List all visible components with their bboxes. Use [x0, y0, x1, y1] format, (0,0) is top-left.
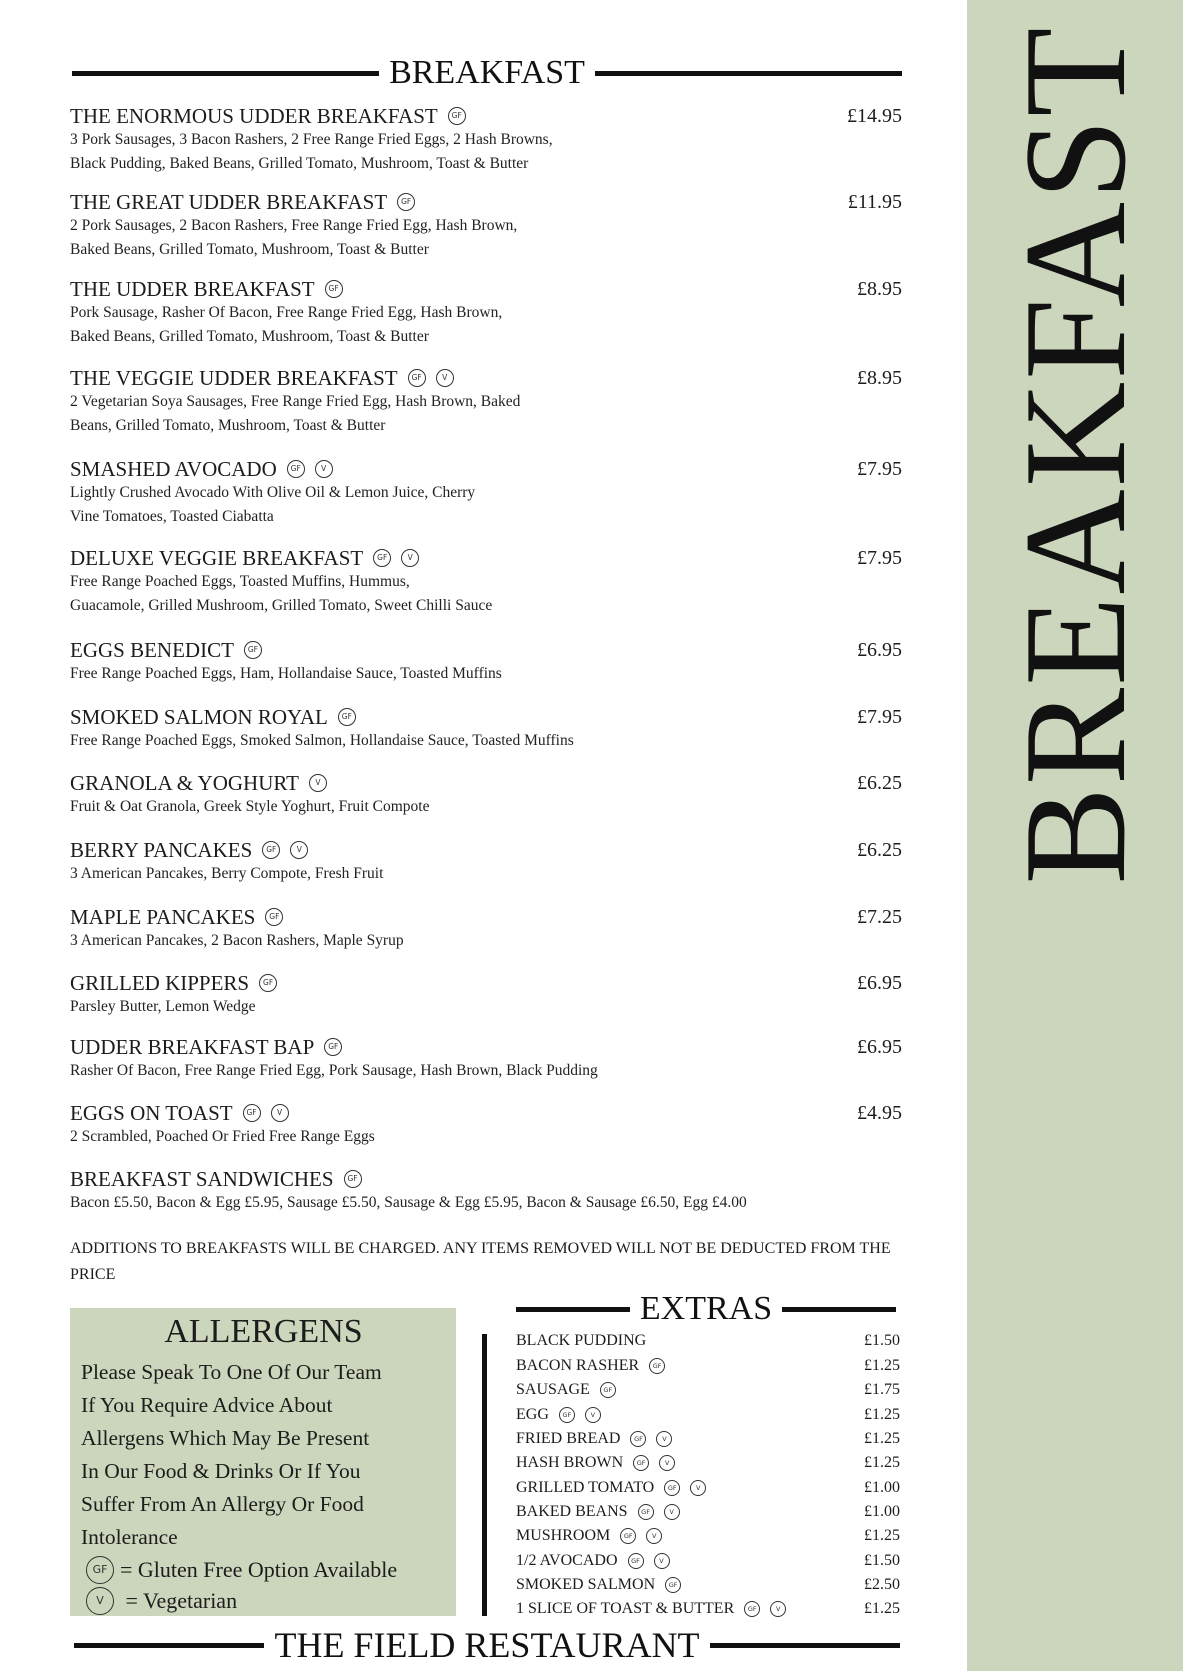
side-title: BREAKFAST	[994, 25, 1156, 885]
extra-item	[516, 1574, 900, 1596]
gluten-free-icon: GF	[244, 641, 262, 659]
extra-item-price: £1.75	[864, 1381, 900, 1398]
menu-item-price: £8.95	[857, 367, 902, 389]
menu-item-header	[70, 366, 902, 390]
menu-item-description: 3 American Pancakes, 2 Bacon Rashers, Maple Syrup	[70, 932, 404, 949]
extras-title: EXTRAS	[639, 1290, 773, 1327]
extra-item	[516, 1598, 900, 1620]
menu-item-name: DELUXE VEGGIE BREAKFAST	[70, 546, 364, 570]
menu-item	[70, 971, 902, 1019]
extra-item	[516, 1330, 900, 1352]
extra-item-price: £1.25	[864, 1600, 900, 1617]
vegetarian-icon: V	[315, 460, 333, 478]
menu-item-header	[70, 971, 902, 995]
allergens-line: Suffer From An Allergy Or Food	[81, 1492, 364, 1516]
menu-item	[70, 546, 902, 618]
menu-item-header	[70, 638, 902, 662]
menu-item-name: MAPLE PANCAKES	[70, 905, 256, 929]
allergens-box	[70, 1308, 456, 1616]
heading-rule-left	[72, 71, 379, 76]
extra-item	[516, 1428, 900, 1450]
menu-item-description: Vine Tomatoes, Toasted Ciabatta	[70, 508, 274, 525]
menu-item-description: Fruit & Oat Granola, Greek Style Yoghurt, Fruit Compote	[70, 798, 430, 815]
menu-item	[70, 771, 902, 819]
menu-item-name: SMASHED AVOCADO	[70, 457, 277, 481]
gluten-free-icon: GF	[633, 1455, 649, 1471]
menu-item-price: £4.95	[857, 1102, 902, 1124]
extra-item-name: SAUSAGE	[516, 1381, 590, 1398]
extra-item-price: £1.00	[864, 1503, 900, 1520]
extra-item-name: EGG	[516, 1406, 549, 1423]
menu-item	[70, 277, 902, 349]
extra-item-price: £1.00	[864, 1479, 900, 1496]
extra-item-name: MUSHROOM	[516, 1527, 611, 1544]
menu-item-description: 3 American Pancakes, Berry Compote, Fresh Fruit	[70, 865, 384, 882]
menu-item	[70, 457, 902, 529]
menu-item-header	[70, 457, 902, 481]
menu-item-price: £7.95	[857, 458, 902, 480]
extra-item-header	[516, 1355, 665, 1377]
legend-gluten-free	[81, 1554, 446, 1585]
menu-item-price: £6.25	[857, 839, 902, 861]
menu-item-header	[70, 705, 902, 729]
gluten-free-icon: GF	[344, 1170, 362, 1188]
menu-item-price: £6.95	[857, 639, 902, 661]
allergens-line: If You Require Advice About	[81, 1393, 333, 1417]
extra-item-header	[516, 1452, 675, 1474]
legend-vegetarian	[81, 1585, 446, 1616]
menu-item	[70, 190, 902, 262]
gluten-free-icon: GF	[408, 369, 426, 387]
extra-item-name: GRILLED TOMATO	[516, 1479, 655, 1496]
breakfast-heading	[72, 54, 902, 92]
menu-item	[70, 638, 902, 686]
extra-item-name: BAKED BEANS	[516, 1503, 628, 1520]
additions-note: ADDITIONS TO BREAKFASTS WILL BE CHARGED. ANY ITEMS REMOVED WILL NOT BE DEDUCTED FROM THE PRICE	[70, 1240, 891, 1283]
gluten-free-icon: GF	[600, 1382, 616, 1398]
menu-item-description: 2 Pork Sausages, 2 Bacon Rashers, Free Range Fried Egg, Hash Brown,	[70, 217, 518, 234]
gluten-free-icon: GF	[559, 1407, 575, 1423]
vegetarian-icon: V	[86, 1587, 114, 1615]
menu-item-description: Free Range Poached Eggs, Ham, Hollandaise Sauce, Toasted Muffins	[70, 665, 502, 682]
menu-item-header	[70, 838, 902, 862]
menu-item-header	[70, 1167, 902, 1191]
vegetarian-icon: V	[646, 1528, 662, 1544]
gluten-free-icon: GF	[664, 1480, 680, 1496]
extra-item-header	[516, 1574, 681, 1596]
gluten-free-icon: GF	[638, 1504, 654, 1520]
allergens-line: Please Speak To One Of Our Team	[81, 1360, 382, 1384]
menu-item-header	[70, 104, 902, 128]
menu-item-description: Lightly Crushed Avocado With Olive Oil & Lemon Juice, Cherry	[70, 484, 476, 501]
extra-item	[516, 1355, 900, 1377]
menu-item-name: GRANOLA & YOGHURT	[70, 771, 299, 795]
menu-item-name: THE GREAT UDDER BREAKFAST	[70, 190, 388, 214]
gluten-free-icon: GF	[397, 193, 415, 211]
menu-item-price: £7.25	[857, 906, 902, 928]
gluten-free-icon: GF	[259, 974, 277, 992]
vegetarian-icon: V	[656, 1431, 672, 1447]
menu-item	[70, 905, 902, 953]
extra-item	[516, 1550, 900, 1572]
extra-item	[516, 1452, 900, 1474]
gluten-free-icon: GF	[448, 107, 466, 125]
gluten-free-icon: GF	[325, 280, 343, 298]
menu-item-name: THE ENORMOUS UDDER BREAKFAST	[70, 104, 438, 128]
extra-item-name: SMOKED SALMON	[516, 1576, 656, 1593]
gluten-free-icon: GF	[324, 1038, 342, 1056]
vegetarian-icon: V	[659, 1455, 675, 1471]
extra-item-name: BACON RASHER	[516, 1357, 640, 1374]
menu-item-description: Pork Sausage, Rasher Of Bacon, Free Range Fried Egg, Hash Brown,	[70, 304, 503, 321]
menu-item-price: £8.95	[857, 278, 902, 300]
extra-item-header	[516, 1525, 662, 1547]
gluten-free-icon: GF	[338, 708, 356, 726]
extra-item-header	[516, 1550, 670, 1572]
gluten-free-icon: GF	[620, 1528, 636, 1544]
allergens-line: Intolerance	[81, 1525, 178, 1549]
menu-item-price: £6.95	[857, 1036, 902, 1058]
menu-item	[70, 104, 902, 176]
gluten-free-icon: GF	[86, 1556, 114, 1584]
menu-item-description: Baked Beans, Grilled Tomato, Mushroom, Toast & Butter	[70, 241, 429, 258]
footer-heading	[74, 1624, 900, 1666]
vegetarian-icon: V	[401, 549, 419, 567]
extra-item-name: 1 SLICE OF TOAST & BUTTER	[516, 1600, 735, 1617]
vegetarian-icon: V	[690, 1480, 706, 1496]
legend-gf-text: = Gluten Free Option Available	[120, 1557, 398, 1582]
menu-item-header	[70, 771, 902, 795]
footer-rule-right	[710, 1643, 900, 1648]
extra-item-header	[516, 1379, 616, 1401]
menu-item-header	[70, 277, 902, 301]
menu-item-header	[70, 1101, 902, 1125]
menu-item-price: £14.95	[847, 105, 902, 127]
restaurant-name: THE FIELD RESTAURANT	[274, 1625, 700, 1665]
menu-item-name: GRILLED KIPPERS	[70, 971, 250, 995]
menu-item	[70, 366, 902, 438]
extras-rule-left	[516, 1307, 630, 1312]
gluten-free-icon: GF	[262, 841, 280, 859]
extra-item-name: 1/2 AVOCADO	[516, 1552, 618, 1569]
gluten-free-icon: GF	[265, 908, 283, 926]
menu-item-description: Free Range Poached Eggs, Toasted Muffins, Hummus,	[70, 573, 410, 590]
menu-item-description: Baked Beans, Grilled Tomato, Mushroom, Toast & Butter	[70, 328, 429, 345]
menu-item-description: 3 Pork Sausages, 3 Bacon Rashers, 2 Free Range Fried Eggs, 2 Hash Browns,	[70, 131, 553, 148]
gluten-free-icon: GF	[243, 1104, 261, 1122]
menu-item-description: Free Range Poached Eggs, Smoked Salmon, Hollandaise Sauce, Toasted Muffins	[70, 732, 574, 749]
gluten-free-icon: GF	[665, 1577, 681, 1593]
menu-item	[70, 1167, 902, 1215]
gluten-free-icon: GF	[744, 1601, 760, 1617]
extra-item-header	[516, 1501, 680, 1523]
extra-item-name: BLACK PUDDING	[516, 1332, 647, 1349]
menu-item-name: UDDER BREAKFAST BAP	[70, 1035, 315, 1059]
extra-item-price: £1.25	[864, 1406, 900, 1423]
menu-item-name: EGGS BENEDICT	[70, 638, 234, 662]
extra-item-price: £1.25	[864, 1430, 900, 1447]
menu-item-price: £7.95	[857, 706, 902, 728]
menu-item-description: 2 Vegetarian Soya Sausages, Free Range Fried Egg, Hash Brown, Baked	[70, 393, 521, 410]
menu-item-name: THE VEGGIE UDDER BREAKFAST	[70, 366, 398, 390]
extra-item-header	[516, 1330, 646, 1352]
menu-item-price: £11.95	[847, 191, 902, 213]
heading-title: BREAKFAST	[389, 54, 585, 91]
menu-item	[70, 1035, 902, 1083]
extra-item-price: £2.50	[864, 1576, 900, 1593]
menu-item-header	[70, 546, 902, 570]
gluten-free-icon: GF	[373, 549, 391, 567]
menu-item-header	[70, 1035, 902, 1059]
extra-item-header	[516, 1404, 601, 1426]
extra-item	[516, 1379, 900, 1401]
allergens-title: ALLERGENS	[164, 1313, 363, 1350]
menu-item-price: £7.95	[857, 547, 902, 569]
menu-item-description: Rasher Of Bacon, Free Range Fried Egg, Pork Sausage, Hash Brown, Black Pudding	[70, 1062, 598, 1079]
allergens-line: In Our Food & Drinks Or If You	[81, 1459, 361, 1483]
extra-item-price: £1.25	[864, 1357, 900, 1374]
gluten-free-icon: GF	[649, 1358, 665, 1374]
menu-item-description: Parsley Butter, Lemon Wedge	[70, 998, 256, 1015]
extra-item-price: £1.25	[864, 1454, 900, 1471]
vegetarian-icon: V	[654, 1553, 670, 1569]
menu-item-name: THE UDDER BREAKFAST	[70, 277, 315, 301]
extra-item-price: £1.50	[864, 1552, 900, 1569]
vegetarian-icon: V	[436, 369, 454, 387]
extra-item-name: HASH BROWN	[516, 1454, 624, 1471]
extra-item-price: £1.25	[864, 1527, 900, 1544]
footer-rule-left	[74, 1643, 264, 1648]
extra-item-name: FRIED BREAD	[516, 1430, 621, 1447]
legend-v-text: = Vegetarian	[120, 1588, 238, 1613]
extra-item-header	[516, 1477, 706, 1499]
menu-item-price: £6.25	[857, 772, 902, 794]
vegetarian-icon: V	[770, 1601, 786, 1617]
menu-item-description: Guacamole, Grilled Mushroom, Grilled Tomato, Sweet Chilli Sauce	[70, 597, 493, 614]
menu-item-header	[70, 905, 902, 929]
menu-item-name: BERRY PANCAKES	[70, 838, 253, 862]
extras-heading	[516, 1290, 896, 1328]
extras-vertical-rule	[482, 1334, 487, 1616]
vegetarian-icon: V	[309, 774, 327, 792]
extra-item-price: £1.50	[864, 1332, 900, 1349]
vegetarian-icon: V	[664, 1504, 680, 1520]
menu-item-description: Beans, Grilled Tomato, Mushroom, Toast & Butter	[70, 417, 386, 434]
extras-rule-right	[782, 1307, 896, 1312]
allergens-text	[81, 1356, 446, 1554]
heading-rule-right	[595, 71, 902, 76]
extra-item	[516, 1525, 900, 1547]
vegetarian-icon: V	[271, 1104, 289, 1122]
extra-item-header	[516, 1428, 672, 1450]
extra-item	[516, 1477, 900, 1499]
menu-item-price: £6.95	[857, 972, 902, 994]
extra-item-header	[516, 1598, 786, 1620]
menu-item-description: 2 Scrambled, Poached Or Fried Free Range Eggs	[70, 1128, 375, 1145]
menu-item	[70, 1101, 902, 1149]
allergens-line: Allergens Which May Be Present	[81, 1426, 370, 1450]
menu-item-header	[70, 190, 902, 214]
vegetarian-icon: V	[290, 841, 308, 859]
menu-item-name: SMOKED SALMON ROYAL	[70, 705, 328, 729]
menu-item	[70, 705, 902, 753]
gluten-free-icon: GF	[287, 460, 305, 478]
menu-item-description: Bacon £5.50, Bacon & Egg £5.95, Sausage £5.50, Sausage & Egg £5.95, Bacon & Sausage £6.50, Egg £4.00	[70, 1194, 747, 1211]
menu-item-name: BREAKFAST SANDWICHES	[70, 1167, 334, 1191]
menu-item-name: EGGS ON TOAST	[70, 1101, 233, 1125]
extra-item	[516, 1501, 900, 1523]
extra-item	[516, 1404, 900, 1426]
menu-item-description: Black Pudding, Baked Beans, Grilled Tomato, Mushroom, Toast & Butter	[70, 155, 529, 172]
menu-item	[70, 838, 902, 886]
gluten-free-icon: GF	[630, 1431, 646, 1447]
gluten-free-icon: GF	[628, 1553, 644, 1569]
vegetarian-icon: V	[585, 1407, 601, 1423]
